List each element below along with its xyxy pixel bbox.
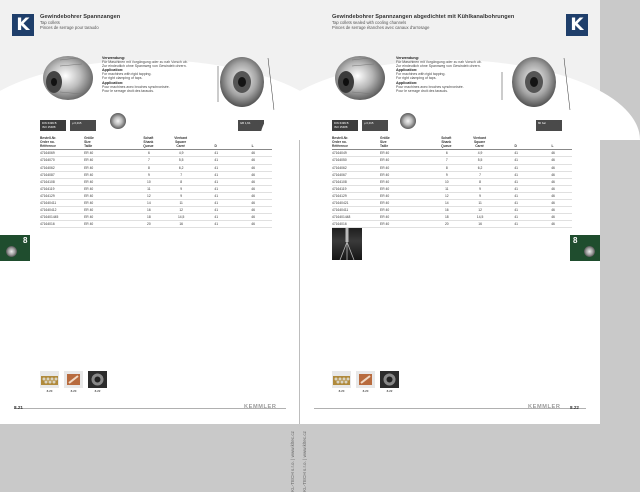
usage-text-fr-1: Pour machines avec broches synchronisée. — [396, 84, 464, 89]
cell-l: 46 — [534, 214, 572, 221]
collet-photo — [38, 52, 100, 104]
cell-l: 46 — [534, 200, 572, 207]
table-row — [332, 185, 572, 192]
collet-set-icon — [40, 371, 59, 388]
cell-size: ER 40 — [380, 200, 432, 207]
cell-l: 46 — [234, 171, 272, 178]
cell-l: 46 — [234, 150, 272, 157]
pressure-tag — [536, 120, 562, 131]
product-title: Gewindebohrer Spannzangen abgedichtet mit Kühlkanalbohrungen — [332, 14, 515, 20]
cell-l: 46 — [534, 185, 572, 192]
standard-tag-iso: ISO 15488 — [334, 125, 348, 129]
col-header-l: L — [234, 137, 272, 150]
pressure-tag-text: 80 bar — [538, 121, 546, 125]
cell-d: 41 — [498, 171, 534, 178]
cell-square: 4,9 — [164, 150, 198, 157]
col-header-shank-de: Schaft — [143, 136, 154, 140]
cell-size: ER 40 — [380, 207, 432, 214]
table-row — [40, 192, 272, 199]
cell-shank: 16 — [432, 207, 462, 214]
cell-order-no: 471640411 — [332, 207, 380, 214]
cell-square: 5,5 — [462, 157, 498, 164]
cell-order-no: 47164108 — [40, 178, 84, 185]
cell-d: 41 — [498, 185, 534, 192]
usage-text-en-1: For machines with rigid tapping. — [102, 72, 152, 77]
col-header-order-no-en: Order no. — [40, 139, 55, 144]
usage-text-de-1: Für Maschinen mit Vorgängung oder zu nah Vorsch ub. — [396, 60, 482, 65]
col-header-square-en: Square — [473, 139, 486, 144]
table-row — [332, 164, 572, 171]
cell-shank: 18 — [134, 214, 164, 221]
cell-order-no: 471640411 — [40, 200, 84, 207]
col-header-order-no-fr: Référence — [332, 143, 348, 148]
cell-shank: 11 — [432, 185, 462, 192]
collet-front-view — [400, 113, 416, 129]
cell-square: 16 — [164, 221, 198, 228]
usage-text-de-2: Zur eindeutlich ohne Spannweg von Gewindeb ohrern. — [396, 64, 481, 69]
cell-shank: 8 — [134, 164, 164, 171]
standard-tag — [40, 120, 66, 131]
table-body — [40, 150, 272, 228]
cell-shank: 6 — [432, 150, 462, 157]
cell-shank: 9 — [432, 171, 462, 178]
cell-d: 41 — [498, 164, 534, 171]
related-thumb-3[interactable] — [88, 371, 107, 388]
related-thumb-1[interactable] — [40, 371, 59, 388]
table-row — [40, 164, 272, 171]
brand-wordmark: KEMMLER — [528, 404, 561, 410]
related-thumb-3-label: 8.22 — [94, 389, 101, 393]
table-row — [40, 200, 272, 207]
cell-square: 11 — [164, 200, 198, 207]
product-subtitle-fr: Pinces de serrage étanches avec canaux d'arrosage — [332, 25, 430, 31]
col-header-size-en: Size — [380, 139, 387, 144]
related-thumb-1[interactable] — [332, 371, 351, 388]
cell-l: 46 — [534, 178, 572, 185]
cell-size: ER 40 — [84, 185, 134, 192]
cell-shank: 6 — [134, 150, 164, 157]
cell-l: 46 — [534, 171, 572, 178]
side-web-text-inner: KL-TECH s.r.o. | www.kltec.cz — [302, 431, 307, 492]
table-row — [40, 185, 272, 192]
cell-d: 41 — [198, 214, 234, 221]
cell-shank: 20 — [432, 221, 462, 228]
side-web-text: KL-TECH s.r.o. | www.kltec.cz — [290, 431, 295, 492]
col-header-square — [164, 137, 198, 150]
product-title-block — [332, 14, 560, 30]
cell-l: 46 — [234, 178, 272, 185]
cell-order-no: 4716401448 — [332, 214, 380, 221]
cell-shank: 18 — [432, 214, 462, 221]
cell-size: ER 40 — [84, 192, 134, 199]
col-header-square-de: Vierkant — [174, 136, 188, 140]
balance-tag — [238, 120, 264, 131]
related-thumb-3[interactable] — [380, 371, 399, 388]
collet-drawing — [498, 52, 574, 114]
cell-size: ER 40 — [84, 178, 134, 185]
standard-tag — [332, 120, 358, 131]
table-body — [332, 150, 572, 228]
col-header-d: D — [198, 137, 234, 150]
usage-text-de-2: Zur eindeutlich ohne Spannweg von Gewindeb ohrern. — [102, 64, 187, 69]
cell-size: ER 40 — [380, 150, 432, 157]
cell-l: 46 — [234, 221, 272, 228]
table-row — [332, 192, 572, 199]
col-header-size-en: Size — [84, 139, 91, 144]
cell-square: 8 — [164, 178, 198, 185]
table-row — [332, 150, 572, 157]
table-row — [40, 157, 272, 164]
col-header-shank — [432, 137, 462, 150]
cell-l: 46 — [534, 164, 572, 171]
chapter-number: 8 — [23, 236, 28, 245]
col-header-order-no — [40, 137, 84, 150]
cell-order-no: 47164067 — [332, 171, 380, 178]
cell-l: 46 — [534, 207, 572, 214]
table-row — [332, 214, 572, 221]
cell-square: 9 — [462, 185, 498, 192]
cell-d: 41 — [198, 157, 234, 164]
cell-d: 41 — [198, 221, 234, 228]
cell-l: 46 — [234, 157, 272, 164]
cell-size: ER 40 — [84, 221, 134, 228]
table-header-row — [40, 137, 272, 150]
cell-shank: 7 — [432, 157, 462, 164]
cell-d: 41 — [198, 150, 234, 157]
table-header-row — [332, 137, 572, 150]
usage-text-de-1: Für Maschinen mit Vorgängung oder zu nah Vorsch ub. — [102, 60, 188, 65]
accuracy-tag-text: µ 0,015 — [364, 121, 374, 125]
chapter-tab — [570, 235, 600, 261]
cell-square: 14,5 — [462, 214, 498, 221]
cell-shank: 9 — [134, 171, 164, 178]
related-thumb-1-label: 8.20 — [338, 389, 345, 393]
table-row — [40, 150, 272, 157]
usage-heading-fr: Application: — [396, 80, 418, 85]
cell-order-no: 47164050 — [332, 157, 380, 164]
col-header-square-de: Vierkant — [473, 136, 487, 140]
cell-square: 12 — [164, 207, 198, 214]
col-header-shank-de: Schaft — [441, 136, 452, 140]
cell-size: ER 40 — [380, 192, 432, 199]
cell-order-no: 47164087 — [40, 171, 84, 178]
col-header-order-no-fr: Référence — [40, 143, 56, 148]
cell-order-no: 4716401445 — [40, 214, 84, 221]
page-number: 8.22 — [570, 405, 579, 410]
cell-size: ER 40 — [380, 221, 432, 228]
cell-order-no: 47164016 — [332, 221, 380, 228]
cell-d: 41 — [498, 200, 534, 207]
chapter-tab — [0, 235, 30, 261]
cell-size: ER 40 — [84, 164, 134, 171]
cell-d: 41 — [198, 164, 234, 171]
usage-text-fr-2: Pour le serrage droit des tarauds. — [102, 88, 154, 93]
cell-order-no: 47164016 — [40, 221, 84, 228]
cell-d: 41 — [198, 207, 234, 214]
col-header-size-de: Größe — [84, 136, 94, 140]
cell-order-no: 47164062 — [40, 164, 84, 171]
cell-d: 41 — [198, 200, 234, 207]
usage-text-fr-1: Pour machines avec broches synchronisée. — [102, 84, 170, 89]
col-header-size-de: Größe — [380, 136, 390, 140]
standard-tag-din: DIN 6499 B — [334, 121, 349, 125]
balance-tag-text: GB 1,6b — [240, 121, 251, 125]
product-subtitle-en: Tap collets — [40, 20, 60, 25]
cell-size: ER 40 — [380, 214, 432, 221]
col-header-l: L — [534, 137, 572, 150]
cell-d: 41 — [198, 171, 234, 178]
cell-shank: 10 — [134, 178, 164, 185]
col-header-order-no — [332, 137, 380, 150]
table-row — [332, 200, 572, 207]
cell-d: 41 — [198, 192, 234, 199]
related-thumb-2[interactable] — [64, 371, 83, 388]
collet-drawing — [212, 52, 280, 114]
chapter-tab-image — [584, 246, 595, 257]
page-number: 8.21 — [14, 405, 23, 410]
right-page — [300, 0, 600, 492]
cell-order-no: 47164070 — [40, 157, 84, 164]
left-page — [0, 0, 300, 492]
cell-d: 41 — [498, 221, 534, 228]
col-header-size-fr: Taille — [84, 143, 93, 148]
cell-shank: 8 — [432, 164, 462, 171]
related-thumb-2-label: 8.20 — [70, 389, 77, 393]
cell-l: 46 — [234, 200, 272, 207]
cell-l: 46 — [534, 221, 572, 228]
cell-shank: 14 — [432, 200, 462, 207]
cell-l: 46 — [234, 214, 272, 221]
table-row — [40, 214, 272, 221]
cell-shank: 20 — [134, 221, 164, 228]
cell-shank: 7 — [134, 157, 164, 164]
col-header-square-fr: Carré — [475, 143, 484, 148]
cell-shank: 10 — [432, 178, 462, 185]
standard-tag-iso: ISO 15488 — [42, 125, 56, 129]
cell-d: 41 — [498, 192, 534, 199]
collet-front-view — [110, 113, 126, 129]
col-header-square — [462, 137, 498, 150]
col-header-square-fr: Carré — [176, 143, 185, 148]
cell-square: 6,2 — [462, 164, 498, 171]
cell-square: 12 — [462, 207, 498, 214]
brand-wordmark: KEMMLER — [244, 404, 277, 410]
cell-square: 11 — [462, 200, 498, 207]
cell-d: 41 — [198, 178, 234, 185]
cell-size: ER 40 — [84, 157, 134, 164]
col-header-shank-fr: Queue — [143, 143, 154, 148]
cell-order-no: 47164129 — [332, 192, 380, 199]
coolant-spray-icon — [332, 228, 362, 260]
col-header-shank — [134, 137, 164, 150]
cell-size: ER 40 — [84, 207, 134, 214]
table-row — [332, 171, 572, 178]
table-row — [332, 157, 572, 164]
cell-size: ER 40 — [380, 157, 432, 164]
usage-heading-en: Application: — [102, 68, 124, 73]
usage-heading-de: Verwendung: — [102, 56, 126, 60]
coolant-demo-image — [332, 228, 362, 260]
cell-square: 9 — [462, 192, 498, 199]
cell-size: ER 40 — [84, 171, 134, 178]
col-header-order-no-de: Bestell-Nr. — [332, 136, 349, 140]
cell-square: 16 — [462, 221, 498, 228]
usage-description — [396, 56, 504, 93]
cell-square: 14,5 — [164, 214, 198, 221]
product-table — [332, 137, 572, 228]
cell-square: 7 — [164, 171, 198, 178]
cell-square: 9 — [164, 185, 198, 192]
col-header-shank-fr: Queue — [441, 143, 452, 148]
cell-d: 41 — [498, 150, 534, 157]
cell-square: 4,9 — [462, 150, 498, 157]
cell-shank: 12 — [432, 192, 462, 199]
cell-square: 8 — [462, 178, 498, 185]
cell-size: ER 40 — [84, 214, 134, 221]
col-header-order-no-en: Order no. — [332, 139, 347, 144]
chapter-number: 8 — [573, 236, 578, 245]
cell-d: 41 — [198, 185, 234, 192]
chapter-tab-image — [6, 246, 17, 257]
related-thumb-1-label: 8.20 — [46, 389, 53, 393]
collet-set-icon — [332, 371, 351, 388]
cell-size: ER 40 — [380, 171, 432, 178]
cell-order-no: 47164129 — [40, 192, 84, 199]
accuracy-tag — [362, 120, 388, 131]
cell-order-no: 47164062 — [332, 164, 380, 171]
related-thumb-2[interactable] — [356, 371, 375, 388]
usage-heading-de: Verwendung: — [396, 56, 420, 60]
table-row — [332, 207, 572, 214]
product-subtitle-fr: Pinces de serrage pour taraudo — [40, 25, 99, 31]
product-table — [40, 137, 272, 228]
table-row — [40, 207, 272, 214]
col-header-size — [380, 137, 432, 150]
col-header-square-en: Square — [175, 139, 187, 144]
cell-order-no: 471640421 — [332, 200, 380, 207]
cell-l: 46 — [234, 185, 272, 192]
table-row — [40, 221, 272, 228]
brand-k-logo: K — [566, 14, 588, 36]
cell-order-no: 471640412 — [40, 207, 84, 214]
product-title: Gewindebohrer Spannzangen — [40, 14, 121, 20]
cell-shank: 11 — [134, 185, 164, 192]
product-title-block — [40, 14, 250, 30]
usage-heading-fr: Application: — [102, 80, 124, 85]
related-thumb-3-label: 8.22 — [386, 389, 393, 393]
cell-square: 6,2 — [164, 164, 198, 171]
cell-size: ER 40 — [380, 164, 432, 171]
cell-l: 46 — [534, 192, 572, 199]
brand-k-logo: K — [12, 14, 34, 36]
col-header-shank-en: Shank — [441, 139, 452, 144]
standard-tag-din: DIN 6499 B — [42, 121, 57, 125]
table-row — [40, 178, 272, 185]
table-row — [40, 171, 272, 178]
cell-d: 41 — [498, 207, 534, 214]
usage-text-en-2: For right clamping of taps. — [396, 76, 437, 81]
col-header-size-fr: Taille — [380, 143, 389, 148]
wrench-icon — [356, 371, 375, 388]
product-subtitle-en: Tap collets sealed with cooling channels — [332, 20, 407, 25]
cell-size: ER 40 — [84, 150, 134, 157]
accuracy-tag-text: µ 0,015 — [72, 121, 82, 125]
col-header-size — [84, 137, 134, 150]
usage-description — [102, 56, 210, 93]
cell-l: 46 — [534, 150, 572, 157]
collet-photo — [330, 52, 392, 104]
cell-size: ER 40 — [84, 200, 134, 207]
cell-order-no: 47164108 — [332, 178, 380, 185]
cell-d: 41 — [498, 178, 534, 185]
cell-size: ER 40 — [380, 185, 432, 192]
col-header-shank-en: Shank — [143, 139, 154, 144]
col-header-d: D — [498, 137, 534, 150]
cell-l: 46 — [234, 164, 272, 171]
cell-l: 46 — [534, 157, 572, 164]
cell-order-no: 47164049 — [332, 150, 380, 157]
cell-size: ER 40 — [380, 178, 432, 185]
cell-square: 5,5 — [164, 157, 198, 164]
usage-text-en-2: For right clamping of taps. — [102, 76, 143, 81]
cell-order-no: 47164069 — [40, 150, 84, 157]
usage-text-fr-2: Pour le serrage droit des tarauds. — [396, 88, 448, 93]
table-row — [332, 178, 572, 185]
cell-l: 46 — [234, 192, 272, 199]
wrench-icon — [64, 371, 83, 388]
accuracy-tag — [70, 120, 96, 131]
related-thumb-2-label: 8.20 — [362, 389, 369, 393]
usage-text-en-1: For machines with rigid tapping. — [396, 72, 446, 77]
cell-d: 41 — [498, 157, 534, 164]
collet-nut-icon — [88, 371, 107, 388]
collet-nut-icon — [380, 371, 399, 388]
cell-square: 9 — [164, 192, 198, 199]
cell-shank: 14 — [134, 200, 164, 207]
cell-order-no: 47164119 — [332, 185, 380, 192]
cell-shank: 12 — [134, 192, 164, 199]
table-row — [332, 221, 572, 228]
col-header-order-no-de: Bestell-Nr. — [40, 136, 57, 140]
cell-l: 46 — [234, 207, 272, 214]
cell-square: 7 — [462, 171, 498, 178]
cell-shank: 16 — [134, 207, 164, 214]
cell-order-no: 47164119 — [40, 185, 84, 192]
cell-d: 41 — [498, 214, 534, 221]
usage-heading-en: Application: — [396, 68, 418, 73]
